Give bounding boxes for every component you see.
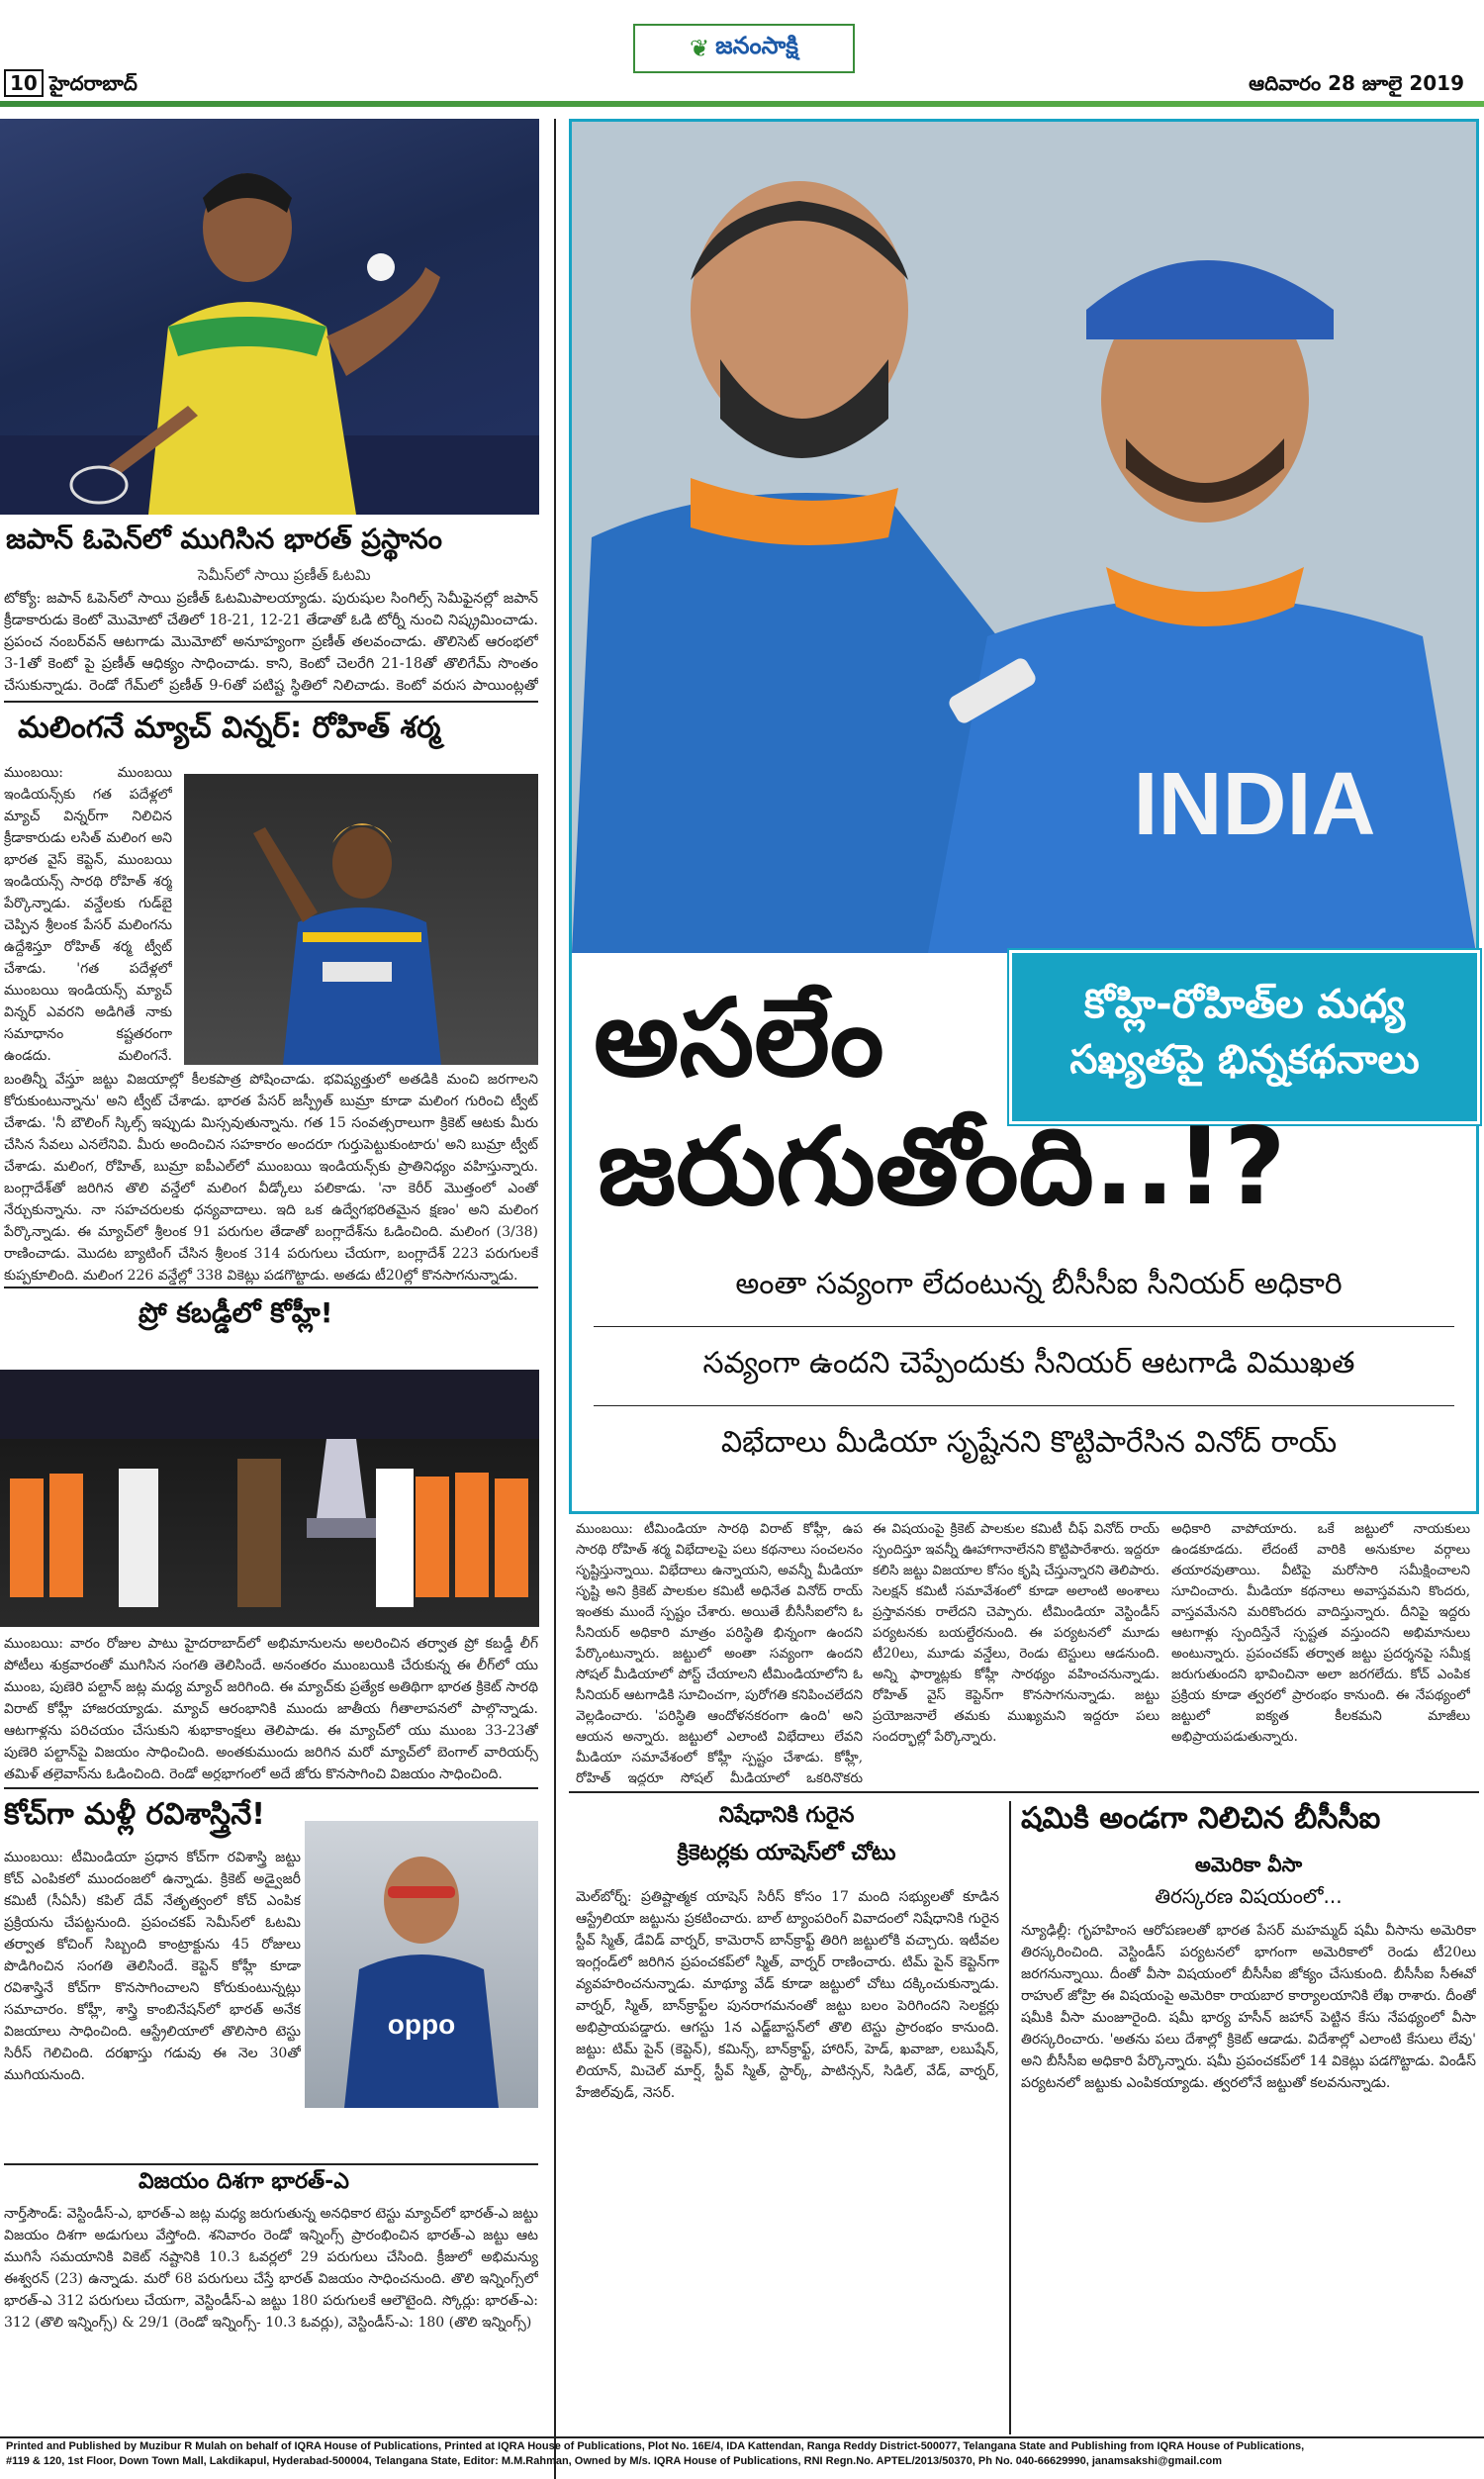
lead-tag-line1: కోహ్లి-రోహిత్‌ల మధ్య [1083, 982, 1406, 1027]
article-shami-body: న్యూఢిల్లీ: గృహహింస ఆరోపణలతో భారత పేసర్ మహమ్మద్ షమీ వీసాను అమెరికా తిరస్కరించింది. వెస్టిండీస్ పర్యటనలో భాగంగా అమెరికాలో రెండు టీ20లు జరగనున్నాయి. దీంతో వీసా విషయంలో బీసీసీఐ జోక్యం చేసుకుంది. బీసీసీఐ సీఈవో రాహుల్ జోహ్రి ఈ విషయంపై అమెరికా రాయబార కార్యాలయానికి లేఖ రాశారు. దీంతో షమీకి వీసా మంజూరైంది. షమీ భార్య హసీన్ జహాన్ పెట్టిన కేసు నేపథ్యంలో వీసా తిరస్కరించారు. 'అతను పలు దేశాల్లో క్రికెట్ ఆడాడు. విదేశాల్లో ఎలాంటి కేసులు లేవు' అని బీసీసీఐ అధికారి పేర్కొన్నారు. షమీ ప్రపంచకప్‌లో 14 వికెట్లు పడగొట్టాడు. విండీస్ పర్యటనలో జట్టుకు ఎంపికయ్యాడు. త్వరలోనే జట్టుతో కలవనున్నాడు. [1021, 1923, 1476, 2091]
article-shami-subheadline: అమెరికా వీసా [1194, 1853, 1303, 1876]
imprint-line-2: #119 & 120, 1st Floor, Down Town Mall, Lakdikapul, Hyderabad-500004, Telangana State, Editor: M.M.Rahman, Owned by M/s. IQRA House of Publications, RNI Regn.No. APTEL/2013/50370, Ph No. 040-66629990, janamsakshi@gmail.com [6, 2455, 1223, 2467]
masthead-logo [633, 24, 855, 73]
jersey-text: INDIA [1133, 755, 1376, 854]
leaf-icon: ❦ [690, 35, 710, 62]
article-kabaddi-body: ముంబయి: వారం రోజుల పాటు హైదరాబాద్‌లో అభిమానులను అలరించిన తర్వాత ప్రో కబడ్డీ లీగ్ పోటీలు శుక్రవారంతో ముగిసిన సంగతి తెలిసిందే. అనంతరం ముంబయికి చేరుకున్న ఈ లీగ్‌లో యు ముంబ, పుణెరి పల్టాన్ జట్ల మధ్య మ్యాచ్ జరిగింది. ఈ మ్యాచ్‌కు ప్రత్యేక అతిథిగా భారత క్రికెట్ సారథి విరాట్ కోహ్లీ హాజరయ్యాడు. మ్యాచ్ ఆరంభానికి ముందు జాతీయ గీతాలాపనలో పాల్గొన్నాడు. ఆటగాళ్లను పరిచయం చేసుకుని శుభాకాంక్షలు తెలిపాడు. ఈ మ్యాచ్‌లో యు ముంబ 33-23తో పుణెరి పల్టాన్‌పై విజయం సాధించింది. అంతకుముందు జరిగిన మరో మ్యాచ్‌లో బెంగాల్ వారియర్స్ తమిళ్ తలైవాస్‌ను ఓడించింది. రెండో అర్ధభాగంలో అదే జోరు కొనసాగించి విజయం సాధించింది. [4, 1636, 538, 1781]
kohli-rohit-photo [572, 122, 1476, 953]
column-divider [1009, 1801, 1011, 2434]
page-number: 10 [4, 69, 44, 97]
divider [4, 1287, 538, 1288]
imprint-line-1: Printed and Published by Muzibur R Mulah on behalf of IQRA House of Publications, Printed at IQRA House of Publications, Plot No. 16E/4, IDA Kattendan, Ranga Reddy District-500077, Telangana State and Publishing from IQRA House of Publications, [6, 2440, 1305, 2452]
article-japan-open-body: టోక్యో: జపాన్ ఓపెన్‌లో సాయి ప్రణీత్ ఓటమిపాలయ్యాడు. పురుషుల సింగిల్స్ సెమీఫైనల్లో జపాన్ క్రీడాకారుడు కెంటో మొమోటో చేతిలో 18-21, 12-21 తేడాతో ఓడి టోర్నీ నుంచి నిష్క్రమించాడు. ప్రపంచ నంబర్‌వన్ ఆటగాడు మొమోటో అనూహ్యంగా ప్రణీత్ తలవంచాడు. తొలిసెట్ ఆరంభలో 3-1తో కెంటో పై ప్రణీత్ ఆధిక్యం సాధించాడు. కాని, కెంటో చెలరేగి 21-18తో తొలిగేమ్ సొంతం చేసుకున్నాడు. రెండో గేమ్‌లో ప్రణీత్ 9-6తో పటిష్ట స్థితిలో నిలిచాడు. కెంటో వరుస పాయింట్లతో [4, 591, 538, 694]
divider [4, 1787, 538, 1789]
article-coach-body: ముంబయి: టీమిండియా ప్రధాన కోచ్‌గా రవిశాస్త్రి జట్టు కోచ్ ఎంపికలో ముందంజలో ఉన్నాడు. క్రికెట్ అడ్వైజరీ కమిటీ (సీఏసీ) కపిల్ దేవ్ నేతృత్వంలో కోచ్ ఎంపిక ప్రక్రియను చేపట్టనుంది. ప్రపంచకప్ సెమీస్‌లో ఓటమి తర్వాత కోచింగ్ సిబ్బంది కాంట్రాక్టును 45 రోజులు పొడిగించిన సంగతి తెలిసిందే. కెప్టెన్ కోహ్లీ కూడా రవిశాస్త్రినే కోచ్‌గా కొనసాగించాలని కోరుకుంటున్నట్లు సమాచారం. కోహ్లీ, శాస్త్రి కాంబినేషన్‌లో భారత్ అనేక విజయాలు సాధించింది. ఆస్ట్రేలియాలో తొలిసారి టెస్టు సిరీస్ గెలిచింది. దరఖాస్తు గడువు ఈ నెల 30తో ముగియనుంది. [4, 1850, 301, 2083]
divider [4, 2163, 538, 2165]
divider [594, 1326, 1454, 1327]
kohli-rohit-figure [572, 122, 1476, 953]
lead-body-col2: ఈ విషయంపై క్రికెట్ పాలకుల కమిటీ చీఫ్ వినోద్ రాయ్ స్పందిస్తూ ఇవన్నీ ఊహాగానాలేనని కొట్టిపారేశారు. ఇద్దరూ కలిసి జట్టు విజయాల కోసం కృషి చేస్తున్నారని తెలిపారు. సెలక్షన్ కమిటీ సమావేశంలో కూడా అలాంటి అంశాలు ప్రస్తావనకు రాలేదని చెప్పారు. టీమిండియా వెస్టిండీస్ పర్యటనకు బయల్దేరనుంది. ఈ పర్యటనలో మూడు టీ20లు, మూడు వన్డేలు, రెండు టెస్టులు ఆడనుంది. అన్ని ఫార్మాట్లకు కోహ్లీ సారథ్యం వహించనున్నాడు. రోహిత్ వైస్ కెప్టెన్‌గా కొనసాగనున్నాడు. జట్టు ప్రయోజనాలే తమకు ముఖ్యమని ఇద్దరూ పలు సందర్భాల్లో పేర్కొన్నారు. [873, 1521, 1159, 1745]
article-coach-headline: కోచ్‌గా మళ్లీ రవిశాస్త్రినే! [4, 1797, 265, 1832]
lead-deck-1: అంతా సవ్యంగా లేదంటున్న బీసీసీఐ సీనియర్ అధికారి [735, 1267, 1343, 1301]
divider [4, 701, 538, 703]
header-strip [0, 101, 1484, 107]
lead-headline-line1: అసలేం [594, 977, 884, 1100]
column-divider [554, 119, 556, 2479]
article-malinga-body: బంతిన్నీ వేస్తూ జట్టు విజయాల్లో కీలకపాత్ర పోషించాడు. భవిష్యత్తులో అతడికి మంచి జరగాలని కోరుకుంటున్నాను' అని ట్వీట్ చేశాడు. భారత పేసర్ జస్ప్రీత్ బుమ్రా కూడా మలింగ గురించి ట్వీట్ చేశాడు. 'నీ బౌలింగ్ స్కిల్స్ ఇప్పుడు మిస్సవుతున్నాను. గత 15 సంవత్సరాలుగా క్రికెట్ ఆటకు మీరు చేసిన సేవలు ఎనలేనివి. మీరు అందించిన సహకారం అందరూ గుర్తుపెట్టుకుంటారు' అని బుమ్రా ట్వీట్ చేశాడు. మలింగ, రోహిత్, బుమ్రా ఐపీఎల్‌లో ముంబయి ఇండియన్స్‌కు ప్రాతినిధ్యం వహిస్తున్నారు. బంగ్లాదేశ్‌తో జరిగిన తొలి వన్డేలో మలింగ వీడ్కోలు పలికాడు. 'నా కెరీర్ మొత్తంలో ఎంతో నేర్చుకున్నాను. నా సహచరులకు ధన్యవాదాలు. ఇది ఒక ఉద్వేగభరితమైన క్షణం' అని మలింగ పేర్కొన్నాడు. ఈ మ్యాచ్‌లో శ్రీలంక 91 పరుగుల తేడాతో బంగ్లాదేశ్‌ను ఓడించింది. మలింగ (3/38) రాణించాడు. మొదట బ్యాటింగ్ చేసిన శ్రీలంక 314 పరుగులు చేయగా, బంగ్లాదేశ్ 223 పరుగులకే కుప్పకూలింది. మలింగ 226 వన్డేల్లో 338 వికెట్లు పడగొట్టాడు. అతడు టీ20ల్లో కొనసాగనున్నాడు. [4, 1072, 538, 1284]
page-header [0, 0, 1484, 111]
article-japan-open-headline: జపాన్ ఓపెన్‌లో ముగిసిన భారత్ ప్రస్థానం [6, 523, 442, 555]
article-ashes-subheadline: క్రికెటర్లకు యాషెస్‌లో చోటు [677, 1841, 896, 1865]
masthead-title: జనంసాక్షి [715, 32, 798, 59]
page-number-edition [4, 71, 138, 100]
lead-tag-line2: సఖ్యతపై భిన్నకథనాలు [1069, 1037, 1420, 1083]
ravi-shastri-figure [305, 1821, 538, 2108]
article-shami-headline: షమికి అండగా నిలిచిన బీసీసీఐ [1021, 1801, 1381, 1836]
malinga-figure [184, 774, 538, 1065]
article-malinga-headline: మలింగనే మ్యాచ్ విన్నర్: రోహిత్ శర్మ [18, 711, 441, 745]
lead-deck-2: సవ్యంగా ఉందని చెప్పేందుకు సీనియర్ ఆటగాడి విముఖత [702, 1346, 1355, 1381]
article-ashes-body: మెల్‌బోర్న్: ప్రతిష్టాత్మక యాషెస్ సిరీస్ కోసం 17 మంది సభ్యులతో కూడిన ఆస్ట్రేలియా జట్టును ప్రకటించారు. బాల్ ట్యాంపరింగ్ వివాదంలో నిషేధానికి గురైన స్టీవ్ స్మిత్, డేవిడ్ వార్నర్, కామెరాన్ బాన్‌క్రాఫ్ట్ తిరిగి జట్టులోకి వచ్చారు. ఇటీవల ఇంగ్లండ్‌లో జరిగిన ప్రపంచకప్‌లో స్మిత్, వార్నర్ రాణించారు. టిమ్ పైన్ కెప్టెన్‌గా వ్యవహరించనున్నాడు. మాథ్యూ వేడ్ కూడా జట్టులో చోటు దక్కించుకున్నాడు. వార్నర్, స్మిత్, బాన్‌క్రాఫ్ట్‌ల పునరాగమనంతో జట్టు బలం పెరిగిందని సెలక్టర్లు అభిప్రాయపడ్డారు. ఆగస్టు 1న ఎడ్జ్‌బాస్టన్‌లో తొలి టెస్టు ప్రారంభం కానుంది. జట్టు: టిమ్ పైన్ (కెప్టెన్), కమిన్స్, బాన్‌క్రాఫ్ట్, హారిస్, హెడ్, ఖవాజా, లబుషేన్, లియాన్, మిచెల్ మార్ష్, స్టీవ్ స్మిత్, స్టార్క్, పాటిన్సన్, సిడిల్, వేడ్, వార్నర్, హేజిల్‌వుడ్, నెసర్. [576, 1889, 999, 2101]
article-india-a-body: నార్త్‌సౌండ్: వెస్టిండీస్-ఎ, భారత్-ఎ జట్ల మధ్య జరుగుతున్న అనధికార టెస్టు మ్యాచ్‌లో భారత్-ఎ జట్టు విజయం దిశగా అడుగులు వేస్తోంది. శనివారం రెండో ఇన్నింగ్స్ ప్రారంభించిన భారత్-ఎ జట్టు ఆట ముగిసే సమయానికి వికెట్ నష్టానికి 10.3 ఓవర్లలో 29 పరుగులు చేసింది. క్రీజులో అభిమన్యు ఈశ్వరన్ (23) ఉన్నాడు. మరో 68 పరుగులు చేస్తే భారత్ విజయం సాధించనుంది. తొలి ఇన్నింగ్స్‌లో భారత్-ఎ 312 పరుగులు చేయగా, వెస్టిండీస్-ఎ జట్టు 180 పరుగులకే ఆలౌటైంది. స్కోర్లు: భారత్-ఎ: 312 (తొలి ఇన్నింగ్స్) & 29/1 (రెండో ఇన్నింగ్స్- 10.3 ఓవర్లు), వెస్టిండీస్-ఎ: 180 (తొలి ఇన్నింగ్స్) [4, 2206, 538, 2331]
article-malinga-body-left: ముంబయి: ముంబయి ఇండియన్స్‌కు గత పదేళ్లలో మ్యాచ్ విన్నర్‌గా నిలిచిన క్రీడాకారుడు లసిత్ మలింగ అని భారత వైస్ కెప్టెన్, ముంబయి ఇండియన్స్ సారథి రోహిత్ శర్మ పేర్కొన్నాడు. వన్డేలకు గుడ్‌బై చెప్పిన శ్రీలంక పేసర్ మలింగను ఉద్దేశిస్తూ రోహిత్ శర్మ ట్వీట్ చేశాడు. 'గత పదేళ్లలో ముంబయి ఇండియన్స్ మ్యాచ్ విన్నర్ ఎవరని అడిగితే నాకు సమాధానం కష్టతరంగా ఉండదు. మలింగనే. [4, 765, 172, 1064]
divider [569, 1791, 1479, 1793]
lead-tag-box [1009, 950, 1480, 1124]
article-japan-open-subtitle: సెమీస్‌లో సాయి ప్రణీత్ ఓటమి [198, 566, 371, 584]
article-india-a-headline: విజయం దిశగా భారత్-ఎ [139, 2169, 349, 2194]
lead-body-col1: ముంబయి: టీమిండియా సారథి విరాట్ కోహ్లీ, ఉప సారథి రోహిత్ శర్మ విభేదాలపై పలు కథనాలు సంచలనం సృష్టిస్తున్నాయి. విభేదాలు ఉన్నాయని, అవన్నీ మీడియా సృష్టి అని క్రికెట్ పాలకుల కమిటీ అధినేత వినోద్ రాయ్ ఇంతకు ముందే స్పష్టం చేశారు. అయితే బీసీసీఐలోని ఓ సీనియర్ అధికారి మాత్రం పరిస్థితి భిన్నంగా ఉందని పేర్కొంటున్నారు. జట్టులో అంతా సవ్యంగా ఉందని సోషల్ మీడియాలో పోస్ట్ చేయాలని టీమిండియాలోని ఓ సీనియర్ ఆటగాడికి సూచించగా, పురోగతి కనిపించలేదని వెల్లడించారు. 'పరిస్థితి ఆందోళనకరంగా ఉంది' అని ఆయన అన్నారు. జట్టులో ఎలాంటి విభేదాలు లేవని మీడియా సమావేశంలో కోహ్లీ స్పష్టం చేశాడు. కోహ్లీ, రోహిత్ ఇద్దరూ సోషల్ మీడియాలో ఒకరినొకరు [576, 1521, 863, 1786]
issue-date: ఆదివారం 28 జూలై 2019 [1249, 71, 1464, 95]
kabaddi-photo [0, 1370, 539, 1627]
badminton-photo [0, 119, 539, 515]
kabaddi-event-figure [0, 1370, 539, 1627]
malinga-photo [184, 774, 538, 1065]
footer-divider [0, 2436, 1484, 2438]
badminton-player-figure [0, 119, 539, 515]
article-ashes-headline: నిషేధానికి గురైన [718, 1803, 855, 1828]
lead-headline-line2: జరుగుతోంది..!? [598, 1105, 1286, 1229]
lead-deck-3: విభేదాలు మీడియా సృష్టేనని కొట్టిపారేసిన వినోద్ రాయ్ [720, 1425, 1338, 1460]
ravi-shastri-photo [305, 1821, 538, 2108]
edition-name: హైదరాబాద్ [48, 71, 138, 95]
lead-body-col3: అధికారి వాపోయారు. ఒకే జట్టులో నాయకులు ఉండకూడదు. లేదంటే వారికి అనుకూల వర్గాలు తయారవుతాయి. వీటిపై మరోసారి సమీక్షించాలని సూచించారు. మీడియా కథనాలు అవాస్తవమని కొందరు, వాస్తవమేనని మరికొందరు వాదిస్తున్నారు. దీనిపై ఇద్దరు ఆటగాళ్లు స్పందిస్తేనే స్పష్టత వస్తుందని అభిమానులు అంటున్నారు. ప్రపంచకప్ తర్వాత జట్టు ప్రదర్శనపై సమీక్ష జరుగుతుందని భావించినా అలా జరగలేదు. కోచ్ ఎంపిక ప్రక్రియ కూడా త్వరలో ప్రారంభం కానుంది. ఈ నేపథ్యంలో జట్టులో ఐక్యత కీలకమని మాజీలు అభిప్రాయపడుతున్నారు. [1171, 1521, 1470, 1745]
svg-text:oppo: oppo [387, 2009, 456, 2040]
article-shami-subheadline-2: తిరస్కరణ విషయంలో... [1155, 1884, 1343, 1908]
divider [594, 1405, 1454, 1406]
article-kabaddi-headline: ప్రో కబడ్డీలో కోహ్లీ! [139, 1296, 333, 1329]
